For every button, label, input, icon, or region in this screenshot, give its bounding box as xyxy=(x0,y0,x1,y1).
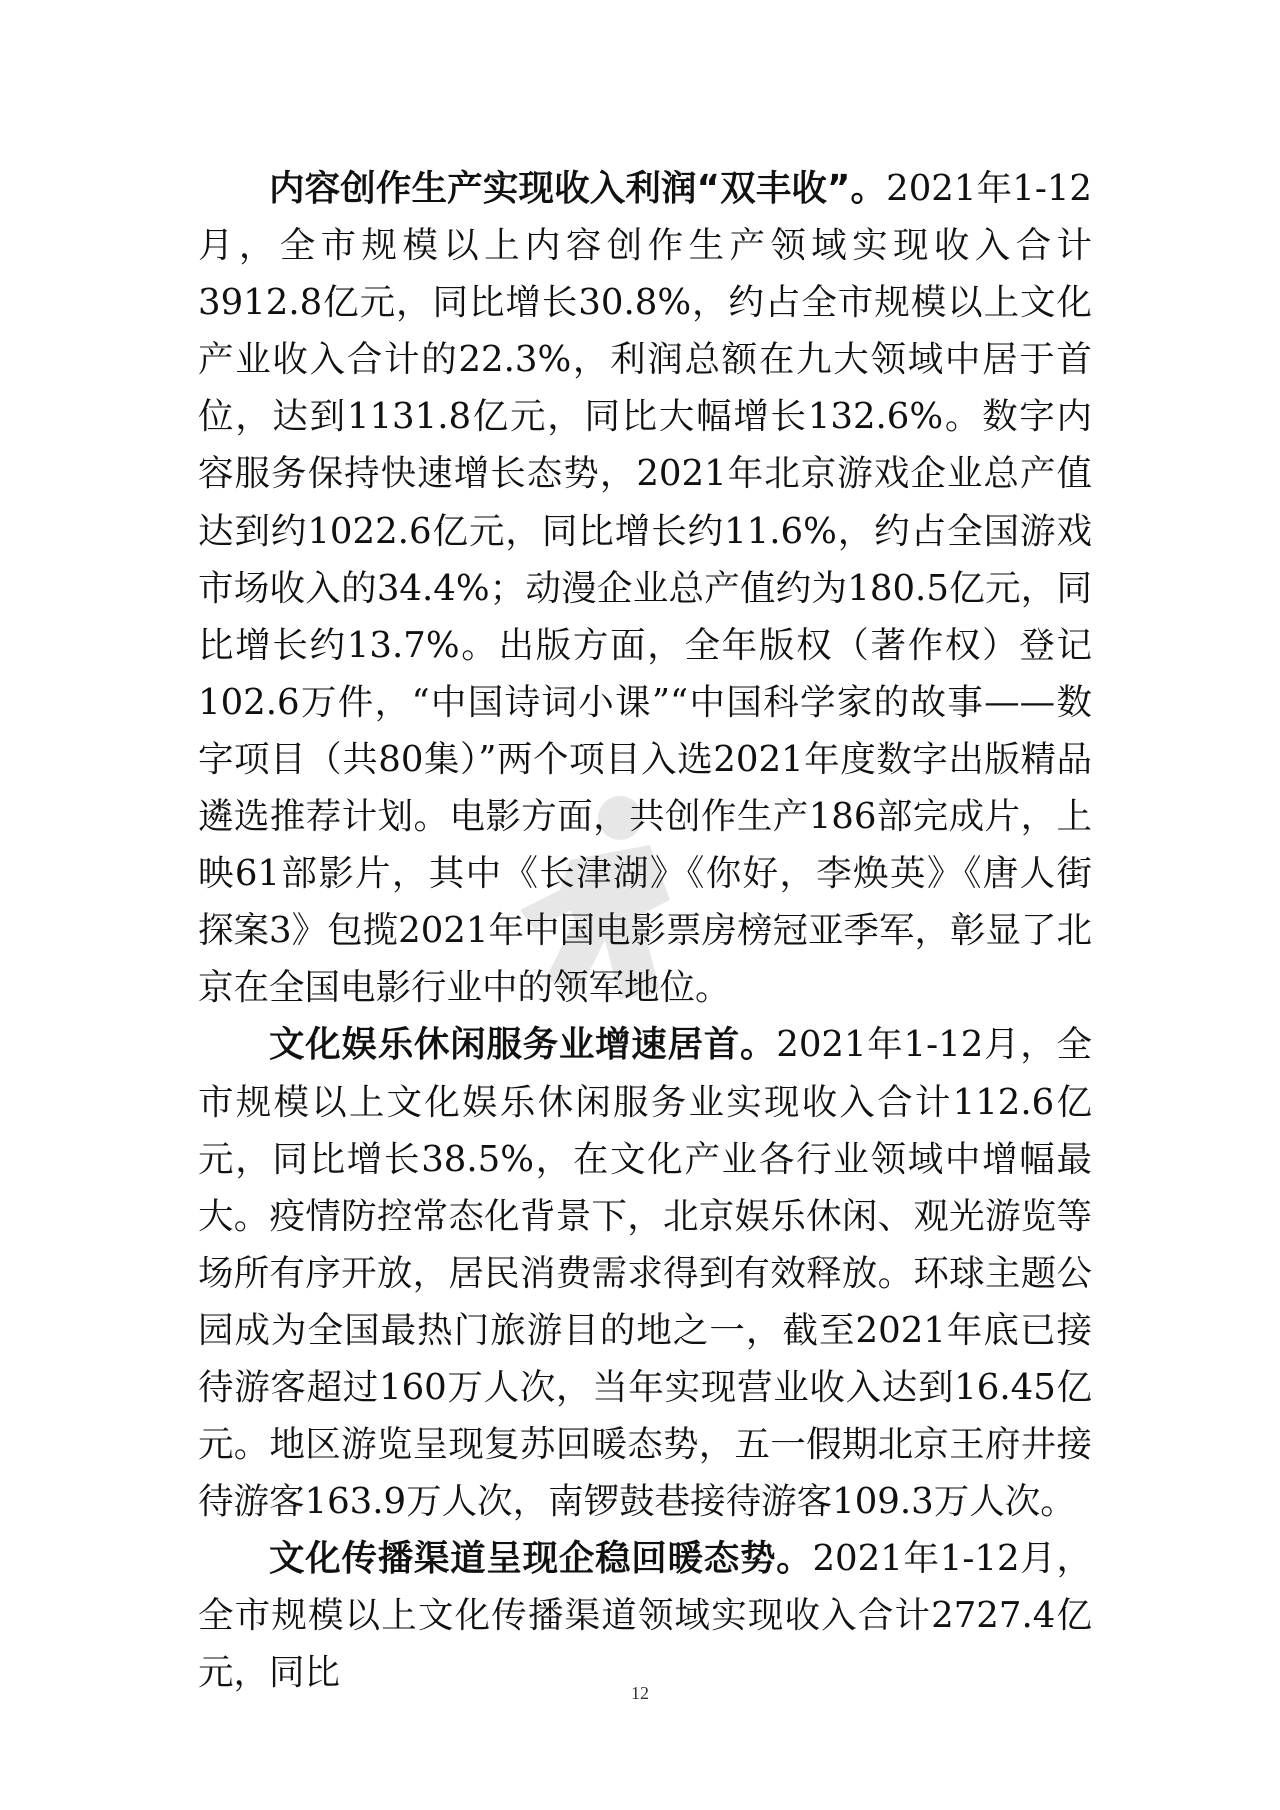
paragraph-dissemination-channels xyxy=(198,1530,1092,1701)
paragraph-heading: 文化娱乐休闲服务业增速居首。 xyxy=(269,1024,777,1066)
paragraph-entertainment-leisure xyxy=(198,1016,1092,1530)
paragraph-body: 2021年1-12月，全市规模以上内容创作生产领域实现收入合计3912.8亿元，同比增长30.8%，约占全市规模以上文化产业收入合计的22.3%，利润总额在九大领域中居于首位，达到1131.8亿元，同比大幅增长132.6%。数字内容服务保持快速增长态势，2021年北京游戏企业总产值达到约1022.6亿元，同比增长约11.6%，约占全国游戏市场收入的34.4%；动漫企业总产值约为180.5亿元，同比增长约13.7%。出版方面，全年版权（著作权）登记102.6万件，“中国诗词小课”“中国科学家的故事——数字项目（共80集）”两个项目入选2021年度数字出版精品遴选推荐计划。电影方面，共创作生产186部完成片，上映61部影片，其中《长津湖》《你好，李焕英》《唐人街探案3》包揽2021年中国电影票房榜冠亚季军，彰显了北京在全国电影行业中的领军地位。 xyxy=(198,168,1092,1009)
page-number: 12 xyxy=(631,1683,649,1703)
paragraph-body: 2021年1-12月，全市规模以上文化传播渠道领域实现收入合计2727.4亿元，同比 xyxy=(198,1538,1092,1694)
paragraph-heading: 内容创作生产实现收入利润“双丰收”。 xyxy=(269,168,887,209)
body-text xyxy=(198,160,1092,1702)
paragraph-content-creation xyxy=(198,160,1092,1016)
paragraph-body: 2021年1-12月，全市规模以上文化娱乐休闲服务业实现收入合计112.6亿元，同比增长38.5%，在文化产业各行业领域中增幅最大。疫情防控常态化背景下，北京娱乐休闲、观光游览等场所有序开放，居民消费需求得到有效释放。环球主题公园成为全国最热门旅游目的地之一，截至2021年底已接待游客超过160万人次，当年实现营业收入达到16.45亿元。地区游览呈现复苏回暖态势，五一假期北京王府井接待游客163.9万人次，南锣鼓巷接待游客109.3万人次。 xyxy=(198,1024,1092,1523)
paragraph-heading: 文化传播渠道呈现企稳回暖态势。 xyxy=(269,1538,813,1580)
